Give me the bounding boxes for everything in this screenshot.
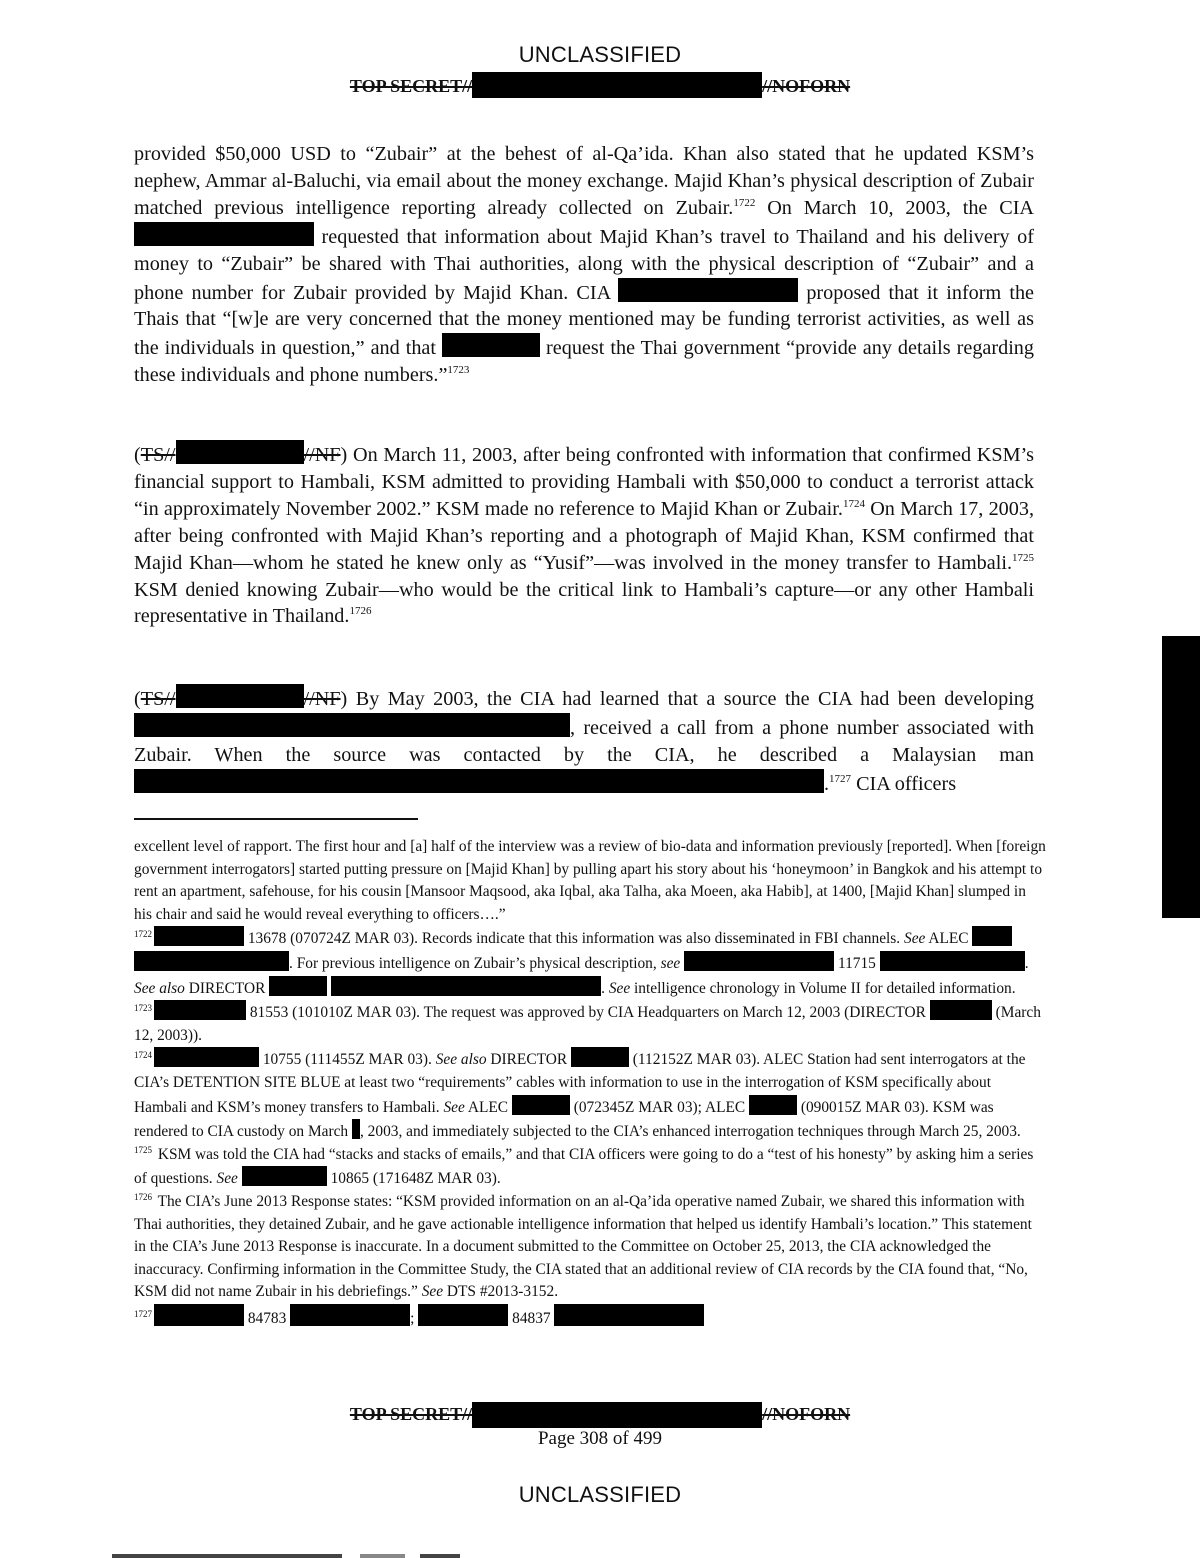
redaction-block [618, 278, 798, 302]
redaction-block [242, 1166, 327, 1186]
redaction-block [930, 1000, 992, 1020]
footnote-number: 1726 [134, 1191, 152, 1202]
paragraph-text: KSM denied knowing Zubair—who would be the critical link to Hambali’s capture—or any other Hambali representative in Thailand. [134, 578, 1034, 628]
paragraph-text: On March 11, 2003, after being confronted with information that confirmed KSM’s financial support to Hambali, KSM admitted to providing Hambali with $50,000 to conduct a terrorist attack “in approximately November 2002.” KSM made no reference to Majid Khan or Zubair. [134, 444, 1034, 520]
footnote-number: 1725 [134, 1144, 152, 1155]
footnote-1723: $^{1723}$ 81553 (101010Z MAR 03). The request was approved by CIA Headquarters on March 12, 2003 (DIRECTOR (March 12, 2003)). [134, 1000, 1046, 1047]
redaction-block [134, 769, 824, 793]
footnote-divider [134, 818, 418, 820]
redaction-block [512, 1095, 570, 1115]
redaction-block [331, 976, 601, 996]
footnote-ref-1726[interactable]: 1726 [349, 605, 372, 618]
portion-marking: (TS// //NF) [134, 444, 347, 466]
classification-marking-bottom [0, 1402, 1200, 1428]
footnote-1722: $^{1722}$ 13678 (070724Z MAR 03). Records indicate that this information was also disseminated in FBI channels. See ALEC . For previous intelligence on Zubair’s physical description, see 11715 . See also DIRECTOR . See intelligence chronology in Volume II for detailed information. [134, 926, 1046, 1000]
redaction-block [972, 926, 1012, 946]
footnotes-section [134, 836, 1046, 1330]
redaction-block [442, 333, 540, 357]
classification-banner-top: UNCLASSIFIED [518, 42, 682, 67]
redaction-block [134, 222, 314, 246]
body-paragraph-2 [134, 440, 1034, 630]
redaction-block [134, 713, 570, 737]
paragraph-text: On March 10, 2003, the CIA [755, 196, 1035, 219]
marking-suffix: //NOFORN [762, 1404, 851, 1424]
marking-suffix: //NOFORN [762, 76, 851, 96]
marking-prefix: TOP SECRET// [349, 76, 473, 96]
paragraph-text: , received a call from a phone number associated with Zubair. When the source was contacted by the CIA, he described a Malaysian man [134, 716, 1034, 766]
redaction-block [472, 72, 762, 98]
scan-artifact [420, 1554, 460, 1558]
page-number: Page 308 of 499 [537, 1428, 662, 1449]
redaction-block [554, 1304, 704, 1326]
redaction-block [269, 976, 327, 996]
paragraph-text: requested that information about Majid Khan’s travel to Thailand and his delivery of money to “Zubair” be shared with Thai authorities, along with the physical description of “Zubair” and a phone number for Zubair provided by Majid Khan. CIA [134, 225, 1034, 304]
footnote-ref-1723[interactable]: 1723 [447, 364, 470, 377]
footnote-ref-1725[interactable]: 1725 [1012, 551, 1034, 564]
redaction-block [154, 1047, 259, 1067]
footnote-1726: $^{1726}$ The CIA’s June 2013 Response states: “KSM provided information on an al-Qa’ida operative named Zubair, we shared this information with Thai authorities, they detained Zubair, and he gave actionable intelligence information that helped us identify Hambali’s location.” This statement in the CIA’s June 2013 Response is inaccurate. In a document submitted to the Committee on October 25, 2013, the CIA acknowledged the inaccuracy. Confirming information in the Committee Study, the CIA stated that an additional review of CIA records by the CIA found that, “No, KSM did not name Zubair in his debriefings.” See DTS #2013-3152. [134, 1191, 1032, 1301]
paragraph-text: On March 17, 2003, after being confronted with Majid Khan’s reporting and a photograph of Majid Khan, KSM confirmed that Majid Khan—whom he stated he knew only as “Yusif”—was involved in the money transfer to Hambali. [134, 497, 1034, 574]
paragraph-text: CIA officers [851, 772, 957, 795]
classification-marking-top [0, 72, 1200, 98]
scan-artifact [112, 1554, 342, 1558]
body-paragraph-3 [134, 684, 1034, 798]
footnote-ref-1727[interactable]: 1727 [829, 772, 852, 785]
redaction-block [176, 440, 304, 464]
footnote-ref-1724[interactable]: 1724 [842, 497, 865, 510]
footnote-1727: $^{1727}$ 84783 ; 84837 [134, 1304, 1046, 1331]
redaction-block [154, 1000, 246, 1020]
footnote-1724: $^{1724}$ 10755 (111455Z MAR 03). See also DIRECTOR (112152Z MAR 03). ALEC Station had sent interrogators at the CIA’s DETENTION SITE BLUE at least two “requirements” cables with information to use in the interrogation of KSM specifically about Hambali and KSM’s money transfers to Hambali. See ALEC (072345Z MAR 03); ALEC (090015Z MAR 03). KSM was rendered to CIA custody on March , 2003, and immediately subjected to the CIA’s enhanced interrogation techniques through March 25, 2003. [134, 1047, 1046, 1143]
footnote-continued: excellent level of rapport. The first hour and [a] half of the interview was a review of bio-data and information previously [reported]. When [foreign government interrogators] started putting pressure on [Majid Khan] by pulling apart his story about his ‘honeymoon’ in Bangkok and his attempt to rent an apartment, safehouse, for his cousin [Mansoor Maqsood, aka Iqbal, aka Talha, aka Moeen, aka Habib], at 1400, [Majid Khan] slumped in his chair and said he would reveal everything to officers….” [134, 838, 1046, 923]
paragraph-text: By May 2003, the CIA had learned that a source the CIA had been developing [347, 688, 1034, 710]
redaction-block [684, 951, 834, 971]
footnote-number: 1727 [134, 1308, 152, 1319]
paragraph-text: request the Thai government “provide any details regarding these individuals and phone numbers.” [134, 337, 1034, 387]
redaction-block [749, 1095, 797, 1115]
redaction-block [880, 951, 1025, 971]
footnote-number: 1723 [134, 1003, 152, 1014]
body-paragraph-1 [134, 141, 1034, 389]
redaction-block [154, 926, 244, 946]
scan-artifact [360, 1554, 405, 1558]
footnote-number: 1722 [134, 929, 152, 940]
redaction-block [290, 1304, 410, 1326]
redaction-block [418, 1304, 508, 1326]
redaction-block [134, 951, 289, 971]
footnote-number: 1724 [134, 1050, 152, 1061]
scan-edge-tab [1162, 636, 1200, 918]
redaction-block [154, 1304, 244, 1326]
paragraph-text: proposed that it inform the Thais that “[w]e are very concerned that the money mentioned may be funding terrorist activities, as well as the individuals in question,” and that [134, 281, 1034, 360]
redaction-block [571, 1047, 629, 1067]
portion-marking: (TS// //NF) [134, 688, 347, 710]
footnote-1725: $^{1725}$ KSM was told the CIA had “stacks and stacks of emails,” and that CIA officers were going to do a “test of his honesty” by asking him a series of questions. See 10865 (171648Z MAR 03). [134, 1144, 1034, 1188]
paragraph-text: provided $50,000 USD to “Zubair” at the behest of al-Qa’ida. Khan also stated that he updated KSM’s nephew, Ammar al-Baluchi, via email about the money exchange. Majid Khan’s physical description of Zubair matched previous intelligence reporting already collected on Zubair. [134, 143, 1034, 219]
redaction-block [352, 1119, 360, 1139]
redaction-block [472, 1402, 762, 1428]
footnote-ref-1722[interactable]: 1722 [733, 196, 756, 209]
classification-banner-bottom: UNCLASSIFIED [518, 1482, 682, 1507]
paragraph-text: . [824, 772, 830, 795]
marking-prefix: TOP SECRET// [349, 1404, 473, 1424]
redaction-block [176, 684, 304, 708]
